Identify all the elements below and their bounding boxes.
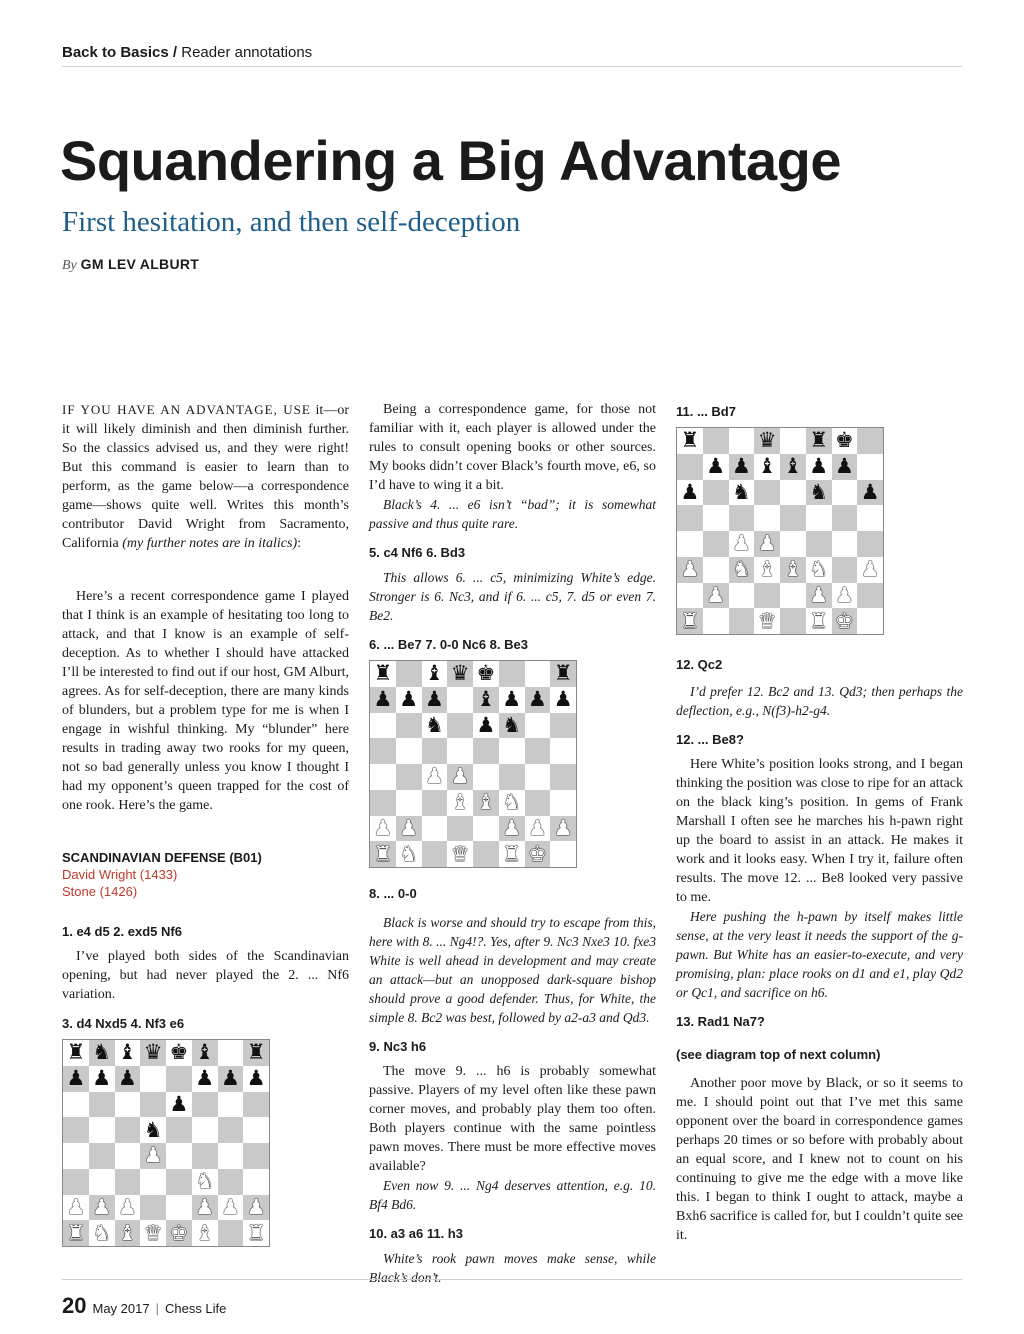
black-pawn-icon: ♟ [857, 480, 883, 506]
black-pawn-icon: ♟ [166, 1092, 192, 1118]
move-line: 8. ... 0-0 [369, 886, 417, 901]
column-1 [62, 400, 349, 1257]
black-king-icon: ♚ [166, 1040, 192, 1066]
white-pawn-icon: ♟ [832, 583, 858, 609]
white-pawn-icon: ♟ [754, 531, 780, 557]
white-pawn-icon: ♟ [550, 816, 576, 842]
opening-name: SCANDINAVIAN DEFENSE (B01) [62, 850, 262, 865]
board-square [140, 1066, 166, 1092]
move-line: 1. e4 d5 2. exd5 Nf6 [62, 924, 182, 939]
white-pawn-icon: ♟ [677, 557, 703, 583]
board-square [857, 454, 883, 480]
board-square [192, 1117, 218, 1143]
column-3 [676, 400, 963, 1245]
paragraph: I’ve played both sides of the Scandinavian opening, but had never played the 2. ... Nf6 variation. [62, 949, 349, 1002]
white-bishop-icon: ♝ [115, 1220, 141, 1246]
black-bishop-icon: ♝ [473, 687, 499, 713]
board-square [832, 557, 858, 583]
white-king-icon: ♚ [832, 608, 858, 634]
white-pawn-icon: ♟ [447, 764, 473, 790]
board-square [473, 764, 499, 790]
board-square [703, 428, 729, 454]
footer-separator: | [155, 1301, 159, 1316]
board-square [447, 713, 473, 739]
board-square [140, 1092, 166, 1118]
board-square [729, 428, 755, 454]
board-square [550, 790, 576, 816]
black-pawn-icon: ♟ [396, 687, 422, 713]
board-square [422, 816, 448, 842]
black-pawn-icon: ♟ [525, 687, 551, 713]
section-header [62, 44, 962, 61]
board-square [63, 1117, 89, 1143]
black-rook-icon: ♜ [806, 428, 832, 454]
annotation-note: I’d prefer 12. Bc2 and 13. Qd3; then perhaps the deflection, e.g., N(f3)-h2-g4. [676, 684, 963, 718]
white-rook-icon: ♜ [677, 608, 703, 634]
board-square [370, 790, 396, 816]
section-subname: Reader annotations [181, 44, 313, 61]
white-pawn-icon: ♟ [525, 816, 551, 842]
chess-board-diagram [369, 660, 577, 868]
board-square [550, 764, 576, 790]
black-bishop-icon: ♝ [192, 1040, 218, 1066]
board-square [218, 1169, 244, 1195]
board-square [780, 531, 806, 557]
board-square [396, 738, 422, 764]
board-square [218, 1117, 244, 1143]
board-square [396, 661, 422, 687]
board-square [473, 738, 499, 764]
board-square [166, 1117, 192, 1143]
board-square [857, 505, 883, 531]
white-player: David Wright (1433) [62, 867, 178, 882]
board-square [166, 1143, 192, 1169]
white-pawn-icon: ♟ [396, 816, 422, 842]
page-footer [62, 1293, 226, 1319]
board-square [499, 661, 525, 687]
white-rook-icon: ♜ [806, 608, 832, 634]
board-square [140, 1169, 166, 1195]
annotation-note: Even now 9. ... Ng4 deserves attention, e.g. 10. Bf4 Bd6. [369, 1178, 656, 1212]
chess-board-diagram [676, 427, 884, 635]
board-square [422, 841, 448, 867]
board-square [832, 505, 858, 531]
board-square [780, 480, 806, 506]
move-line: 11. ... Bd7 [676, 404, 736, 419]
white-pawn-icon: ♟ [422, 764, 448, 790]
board-square [780, 428, 806, 454]
annotation-note: Here pushing the h-pawn by itself makes little sense, at the very least it needs the support of the g-pawn. But White has an easier-to-execute, and very promising, plan: place rooks on d1 and e1, play Qd2 or Qc1, and sacrifice on h6. [676, 909, 963, 1000]
board-square [499, 738, 525, 764]
board-square [218, 1040, 244, 1066]
footer-divider [62, 1279, 962, 1280]
move-line: 12. Qc2 [676, 657, 723, 672]
paragraph: Here’s a recent correspondence game I played that I think is an example of hesitating too long to attack, and that I know is an example of self-deception. As to whether I should have attacked I’ll be interested to find out if our host, GM Alburt, agrees. As for self-deception, there are many kinds of blunders, but a problem type for me is when I engage in wishful thinking. My “blunder” here results in trading away two rooks for my queen, not so bad generally unless you know I thought I had my opponent’s queen trapped for the cost of one rook. Here’s the game. [62, 589, 349, 813]
board-square [243, 1169, 269, 1195]
board-square [396, 713, 422, 739]
board-square [243, 1092, 269, 1118]
white-pawn-icon: ♟ [115, 1195, 141, 1221]
white-pawn-icon: ♟ [140, 1143, 166, 1169]
white-rook-icon: ♜ [63, 1220, 89, 1246]
article-title: Squandering a Big Advantage [60, 129, 841, 192]
column-2 [369, 400, 656, 1287]
board-square [550, 738, 576, 764]
white-pawn-icon: ♟ [703, 583, 729, 609]
board-square [447, 738, 473, 764]
black-king-icon: ♚ [832, 428, 858, 454]
paragraph: Being a correspondence game, for those not familiar with it, each player is allowed under the rules to consult opening books or other sources. My books didn’t cover Black’s fourth move, e6, so I’d have to wing it a bit. [369, 402, 656, 493]
board-square [550, 841, 576, 867]
white-pawn-icon: ♟ [729, 531, 755, 557]
black-pawn-icon: ♟ [115, 1066, 141, 1092]
black-pawn-icon: ♟ [63, 1066, 89, 1092]
board-square [115, 1092, 141, 1118]
board-square [218, 1143, 244, 1169]
board-square [243, 1117, 269, 1143]
annotation-note: Black’s 4. ... e6 isn’t “bad”; it is somewhat passive and thus quite rare. [369, 497, 656, 531]
black-rook-icon: ♜ [63, 1040, 89, 1066]
lede-paragraph [62, 400, 349, 553]
white-pawn-icon: ♟ [63, 1195, 89, 1221]
issue-date: May 2017 [92, 1301, 150, 1316]
board-square [447, 687, 473, 713]
lede-end: : [297, 536, 301, 551]
board-square [447, 816, 473, 842]
lede-caps: IF YOU HAVE AN ADVANTAGE, USE [62, 402, 311, 417]
white-bishop-icon: ♝ [754, 557, 780, 583]
black-knight-icon: ♞ [499, 713, 525, 739]
board-square [525, 764, 551, 790]
black-bishop-icon: ♝ [115, 1040, 141, 1066]
move-line: 6. ... Be7 7. 0-0 Nc6 8. Be3 [369, 637, 528, 652]
section-slash: / [172, 44, 178, 61]
board-square [525, 790, 551, 816]
board-square [166, 1195, 192, 1221]
move-line: 9. Nc3 h6 [369, 1039, 427, 1054]
byline-author: GM LEV ALBURT [80, 256, 200, 272]
byline-by: By [62, 258, 77, 273]
chess-board-diagram [62, 1039, 270, 1247]
white-knight-icon: ♞ [499, 790, 525, 816]
board-square [703, 608, 729, 634]
white-bishop-icon: ♝ [192, 1220, 218, 1246]
board-square [703, 505, 729, 531]
board-square [857, 583, 883, 609]
white-pawn-icon: ♟ [192, 1195, 218, 1221]
board-square [422, 790, 448, 816]
board-square [703, 480, 729, 506]
white-pawn-icon: ♟ [218, 1195, 244, 1221]
white-queen-icon: ♛ [754, 608, 780, 634]
board-square [677, 531, 703, 557]
black-bishop-icon: ♝ [780, 454, 806, 480]
paragraph: Another poor move by Black, or so it seems to me. I should point out that I’ve met this same opponent over the board in correspondence games perhaps 20 times or so before with probably about an equal score, and I knew not to count on his continuing to give me the edge with a move like this. I began to think I ought to attack, maybe a Bxh6 sacrifice is called for, but I couldn’t quite see it. [676, 1076, 963, 1243]
white-pawn-icon: ♟ [370, 816, 396, 842]
article-subtitle: First hesitation, and then self-deception [62, 206, 521, 238]
black-pawn-icon: ♟ [677, 480, 703, 506]
white-knight-icon: ♞ [729, 557, 755, 583]
board-square [754, 505, 780, 531]
black-pawn-icon: ♟ [703, 454, 729, 480]
white-king-icon: ♚ [166, 1220, 192, 1246]
board-square [89, 1117, 115, 1143]
board-square [677, 583, 703, 609]
black-bishop-icon: ♝ [754, 454, 780, 480]
board-square [780, 505, 806, 531]
white-pawn-icon: ♟ [499, 816, 525, 842]
black-pawn-icon: ♟ [499, 687, 525, 713]
annotation-note: White’s rook pawn moves make sense, while Black’s don’t. [369, 1251, 656, 1285]
board-square [422, 738, 448, 764]
black-rook-icon: ♜ [677, 428, 703, 454]
black-pawn-icon: ♟ [729, 454, 755, 480]
magazine-name: Chess Life [164, 1301, 227, 1316]
board-square [806, 505, 832, 531]
black-bishop-icon: ♝ [422, 661, 448, 687]
board-square [703, 531, 729, 557]
board-square [806, 531, 832, 557]
board-square [525, 661, 551, 687]
board-square [754, 480, 780, 506]
lede-note: (my further notes are in italics) [122, 536, 298, 551]
white-bishop-icon: ♝ [780, 557, 806, 583]
black-knight-icon: ♞ [806, 480, 832, 506]
board-square [525, 713, 551, 739]
page-number: 20 [62, 1293, 87, 1318]
black-pawn-icon: ♟ [243, 1066, 269, 1092]
board-square [499, 764, 525, 790]
board-square [729, 608, 755, 634]
move-line: 5. c4 Nf6 6. Bd3 [369, 545, 466, 560]
white-knight-icon: ♞ [192, 1169, 218, 1195]
board-square [857, 428, 883, 454]
board-square [166, 1066, 192, 1092]
white-pawn-icon: ♟ [243, 1195, 269, 1221]
header-divider [62, 66, 962, 67]
board-square [780, 608, 806, 634]
move-line: 12. ... Be8? [676, 732, 744, 747]
board-square [780, 583, 806, 609]
black-knight-icon: ♞ [729, 480, 755, 506]
black-pawn-icon: ♟ [550, 687, 576, 713]
board-square [396, 790, 422, 816]
board-square [703, 557, 729, 583]
board-square [218, 1220, 244, 1246]
white-pawn-icon: ♟ [89, 1195, 115, 1221]
board-square [396, 764, 422, 790]
board-square [243, 1143, 269, 1169]
board-square [115, 1143, 141, 1169]
black-player: Stone (1426) [62, 884, 138, 899]
board-square [89, 1143, 115, 1169]
move-line: 13. Rad1 Na7? [676, 1014, 765, 1029]
section-name: Back to Basics [62, 44, 169, 61]
white-pawn-icon: ♟ [857, 557, 883, 583]
black-king-icon: ♚ [473, 661, 499, 687]
white-knight-icon: ♞ [396, 841, 422, 867]
board-square [115, 1117, 141, 1143]
black-queen-icon: ♛ [447, 661, 473, 687]
white-rook-icon: ♜ [499, 841, 525, 867]
black-knight-icon: ♞ [140, 1117, 166, 1143]
black-pawn-icon: ♟ [832, 454, 858, 480]
board-square [525, 738, 551, 764]
black-rook-icon: ♜ [243, 1040, 269, 1066]
black-knight-icon: ♞ [89, 1040, 115, 1066]
board-square [473, 816, 499, 842]
board-square [550, 713, 576, 739]
board-square [832, 531, 858, 557]
board-square [63, 1143, 89, 1169]
lede-text: it—or it will likely diminish and then diminish further. So the classics advised us, and they were right! But this command is easier to learn than to perform, as the game below—a correspondence game—shows quite well. Writes this month’s contributor David Wright from Sacramento, California [62, 403, 349, 551]
white-rook-icon: ♜ [243, 1220, 269, 1246]
white-queen-icon: ♛ [447, 841, 473, 867]
black-pawn-icon: ♟ [89, 1066, 115, 1092]
white-knight-icon: ♞ [89, 1220, 115, 1246]
board-square [89, 1092, 115, 1118]
white-king-icon: ♚ [525, 841, 551, 867]
move-line: 3. d4 Nxd5 4. Nf3 e6 [62, 1016, 185, 1031]
board-square [729, 505, 755, 531]
black-pawn-icon: ♟ [370, 687, 396, 713]
annotation-note: This allows 6. ... c5, minimizing White’s edge. Stronger is 6. Nc3, and if 6. ... c5, 7. d5 or even 7. Be2. [369, 570, 656, 623]
black-pawn-icon: ♟ [806, 454, 832, 480]
black-pawn-icon: ♟ [422, 687, 448, 713]
board-square [857, 608, 883, 634]
black-knight-icon: ♞ [422, 713, 448, 739]
board-square [473, 841, 499, 867]
white-bishop-icon: ♝ [473, 790, 499, 816]
annotation-note: Black is worse and should try to escape from this, here with 8. ... Ng4!?. Yes, after 9. Nc3 Nxe3 10. fxe3 White is well ahead in development and may create an attack—but an unopposed dark-square bishop should prove a good defender. Thus, for White, the simple 8. Bc2 was best, followed by a2-a3 and Qd3. [369, 915, 656, 1025]
byline [62, 256, 199, 274]
white-pawn-icon: ♟ [806, 583, 832, 609]
board-square [677, 454, 703, 480]
paragraph: The move 9. ... h6 is probably somewhat passive. Players of my level often like these pawn corner moves, and probably play them too often. Both players continue with the same pointless pawn moves. There must be more effective moves available? [369, 1064, 656, 1174]
board-square [115, 1169, 141, 1195]
board-square [192, 1143, 218, 1169]
paragraph: Here White’s position looks strong, and I began thinking the position was close to ripe for an attack on the black king’s position. In gems of Frank Marshall I often see he marches his h-pawn right up the board to assist in an attack. He makes it work and it looks easy. When I try it, failure often results. The move 12. ... Be8 looked very passive to me. [676, 757, 963, 905]
board-square [857, 531, 883, 557]
board-square [370, 764, 396, 790]
black-pawn-icon: ♟ [473, 713, 499, 739]
board-square [218, 1092, 244, 1118]
black-rook-icon: ♜ [550, 661, 576, 687]
white-queen-icon: ♛ [140, 1220, 166, 1246]
board-square [370, 738, 396, 764]
black-queen-icon: ♛ [140, 1040, 166, 1066]
board-square [140, 1195, 166, 1221]
white-knight-icon: ♞ [806, 557, 832, 583]
black-queen-icon: ♛ [754, 428, 780, 454]
board-square [192, 1092, 218, 1118]
black-pawn-icon: ♟ [218, 1066, 244, 1092]
board-square [166, 1169, 192, 1195]
board-square [63, 1169, 89, 1195]
black-pawn-icon: ♟ [192, 1066, 218, 1092]
move-line: 10. a3 a6 11. h3 [369, 1226, 463, 1241]
game-header [62, 849, 349, 900]
board-square [754, 583, 780, 609]
board-square [729, 583, 755, 609]
white-rook-icon: ♜ [370, 841, 396, 867]
board-square [370, 713, 396, 739]
black-rook-icon: ♜ [370, 661, 396, 687]
white-bishop-icon: ♝ [447, 790, 473, 816]
board-square [677, 505, 703, 531]
board-square [832, 480, 858, 506]
board-square [89, 1169, 115, 1195]
board-square [63, 1092, 89, 1118]
diagram-reference: (see diagram top of next column) [676, 1047, 881, 1062]
